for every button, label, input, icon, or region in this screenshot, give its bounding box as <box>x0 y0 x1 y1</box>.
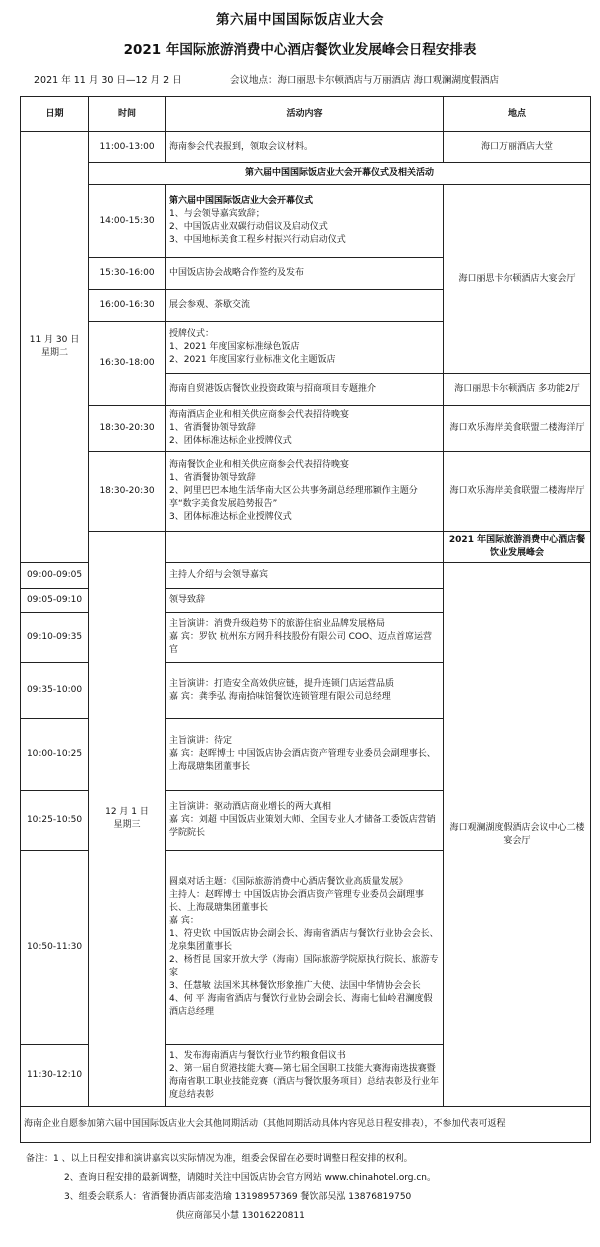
day1-section-title: 第六届中国国际饭店业大会开幕仪式及相关活动 <box>89 163 591 185</box>
note-line: 备注：1 、以上日程安排和演讲嘉宾以实际情况为准，组委会保留在必要时调整日程安排的权利。 <box>26 1154 413 1164</box>
activity-line: 嘉 宾：罗钦 杭州东方网升科技股份有限公司 COO、迈点首席运营官 <box>169 632 433 655</box>
day1-weekday: 星期二 <box>40 348 68 358</box>
activity-line: 主旨演讲：消费升级趋势下的旅游住宿业品牌发展格局 <box>169 619 386 629</box>
activity-cell: 领导致辞 <box>166 589 444 613</box>
time-cell: 15:30-16:00 <box>89 258 166 290</box>
activity-line: 1、与会领导嘉宾致辞； <box>169 209 265 219</box>
activity-line: 2、阿里巴巴本地生活华南大区公共事务副总经理邢颖作主题分享“数字美食发展趋势报告” <box>169 486 418 509</box>
activity-cell <box>166 613 444 663</box>
activity-cell <box>166 791 444 851</box>
time-cell: 11:00-13:00 <box>89 132 166 163</box>
section-row <box>21 532 591 563</box>
activity-line: 嘉 宾： <box>169 916 199 926</box>
location-cell: 海口丽思卡尔顿酒店 多功能2厅 <box>444 374 591 406</box>
activity-cell <box>166 452 444 532</box>
day2-location-cell: 海口观澜湖度假酒店会议中心二楼宴会厅 <box>444 563 591 1107</box>
note-line: 3、组委会联系人：省酒餐协酒店部麦浩瑜 13198957369 餐饮部吴泓 13876819750 <box>64 1192 412 1202</box>
event-dates: 2021 年 11 月 30 日—12 月 2 日 <box>34 75 182 86</box>
location-cell: 海口欢乐海岸美食联盟二楼海岸厅 <box>444 452 591 532</box>
activity-line: 嘉 宾：龚季弘 海南拾味馆餐饮连锁管理有限公司总经理 <box>169 691 391 702</box>
header-time: 时间 <box>89 97 166 132</box>
activity-cell <box>166 1045 444 1107</box>
footnote-cell: 海南企业自愿参加第六届中国国际饭店业大会其他同期活动（其他同期活动具体内容见总日程安排表），不参加代表可返程 <box>21 1107 591 1143</box>
table-row <box>21 132 591 163</box>
activity-line: 2、中国饭店业双碳行动倡议及启动仪式 <box>169 222 328 232</box>
day2-weekday: 星期三 <box>113 820 141 830</box>
time-cell: 16:00-16:30 <box>89 290 166 322</box>
day1-date-cell <box>21 132 89 563</box>
activity-cell <box>166 851 444 1045</box>
activity-line: 授牌仪式： <box>169 329 215 339</box>
activity-line: 1、符史钦 中国饭店协会副会长、海南省酒店与餐饮行业协会会长、龙泉集团董事长 <box>169 929 439 952</box>
activity-cell <box>166 663 444 719</box>
day2-section-title: 2021 年国际旅游消费中心酒店餐饮业发展峰会 <box>444 532 591 563</box>
table-row <box>21 452 591 532</box>
time-cell: 09:05-09:10 <box>21 589 89 613</box>
time-cell: 18:30-20:30 <box>89 452 166 532</box>
activity-line: 嘉 宾：赵晖博士 中国饭店协会酒店资产管理专业委员会副理事长、上海晟瑭集团董事长 <box>169 749 436 772</box>
activity-line: 2、团体标准达标企业授牌仪式 <box>169 436 292 446</box>
time-cell: 11:30-12:10 <box>21 1045 89 1107</box>
activity-line: 主持人：赵晖博士 中国饭店协会酒店资产管理专业委员会副理事长、上海晟瑭集团董事长 <box>169 890 424 913</box>
activity-cell <box>166 719 444 791</box>
activity-line: 2、2021 年度国家行业标准文化主题饭店 <box>169 355 336 365</box>
time-cell: 18:30-20:30 <box>89 406 166 452</box>
activity-line: 3、任慧敏 法国米其林餐饮形象推广大使、法国中华情协会会长 <box>169 981 421 991</box>
info-bar <box>20 70 590 92</box>
activity-line: 1、2021 年度国家标准绿色饭店 <box>169 342 300 352</box>
time-cell: 09:00-09:05 <box>21 563 89 589</box>
event-venue: 会议地点：海口丽思卡尔顿酒店与万丽酒店 海口观澜湖度假酒店 <box>230 75 500 86</box>
header-activity: 活动内容 <box>166 97 444 132</box>
activity-line: 2、第一届自贸港技能大赛—第七届全国职工技能大赛海南选拔赛暨海南省职工职业技能竞赛（酒店与餐饮服务项目）总结表彰及行业年度总结表彰 <box>169 1063 440 1100</box>
doc-subtitle: 2021 年国际旅游消费中心酒店餐饮业发展峰会日程安排表 <box>123 42 477 58</box>
activity-cell: 主持人介绍与会领导嘉宾 <box>166 563 444 589</box>
doc-title: 第六届中国国际饭店业大会 <box>216 12 384 28</box>
header-location: 地点 <box>444 97 591 132</box>
header-date: 日期 <box>21 97 89 132</box>
day2-date-cell <box>89 532 166 1107</box>
header-row <box>21 97 591 132</box>
note-line: 2、查询日程安排的最新调整，请随时关注中国饭店协会官方网站 www.chinahotel.org.cn。 <box>64 1173 436 1183</box>
location-cell: 海口丽思卡尔顿酒店大宴会厅 <box>444 185 591 374</box>
activity-cell <box>166 406 444 452</box>
activity-line: 主旨演讲：驱动酒店商业增长的两大真相 <box>169 802 332 812</box>
day2-date: 12 月 1 日 <box>105 807 149 817</box>
time-cell: 10:00-10:25 <box>21 719 89 791</box>
table-row <box>21 185 591 258</box>
footnote-row <box>21 1107 591 1143</box>
activity-line: 1、省酒餐协领导致辞 <box>169 473 256 483</box>
note-line: 供应商部吴小慧 13016220811 <box>176 1211 305 1221</box>
time-cell: 10:25-10:50 <box>21 791 89 851</box>
activity-line: 1、发布海南酒店与餐饮行业节约粮食倡议书 <box>169 1050 346 1061</box>
activity-cell: 中国饭店协会战略合作签约及发布 <box>166 258 444 290</box>
time-cell: 14:00-15:30 <box>89 185 166 258</box>
day1-date: 11 月 30 日 <box>29 335 80 345</box>
section-row <box>21 163 591 185</box>
table-row <box>21 406 591 452</box>
schedule-table <box>20 96 591 1143</box>
activity-line: 1、省酒餐协领导致辞 <box>169 423 256 433</box>
activity-line: 海南酒店企业和相关供应商参会代表招待晚宴 <box>169 410 350 420</box>
location-cell: 海口欢乐海岸美食联盟二楼海洋厅 <box>444 406 591 452</box>
activity-line: 2、杨哲昆 国家开放大学（海南）国际旅游学院原执行院长、旅游专家 <box>169 955 439 978</box>
activity-cell <box>166 185 444 258</box>
time-cell: 16:30-18:00 <box>89 322 166 406</box>
activity-line: 主旨演讲：待定 <box>169 736 233 746</box>
activity-line: 圆桌对话主题：《国际旅游消费中心酒店餐饮业高质量发展》 <box>169 877 408 887</box>
activity-line: 3、团体标准达标企业授牌仪式 <box>169 512 292 522</box>
activity-line: 海南餐饮企业和相关供应商参会代表招待晚宴 <box>169 460 350 470</box>
notes <box>26 1150 586 1226</box>
activity-line: 主旨演讲：打造安全高效供应链，提升连锁门店运营品质 <box>169 678 395 689</box>
activity-heading: 第六届中国国际饭店业大会开幕仪式 <box>169 196 314 206</box>
activity-line: 4、何 平 海南省酒店与餐饮行业协会副会长、海南七仙岭君澜度假酒店总经理 <box>169 994 433 1017</box>
activity-cell: 海南参会代表报到，领取会议材料。 <box>166 132 444 163</box>
activity-line: 3、中国地标美食工程乡村振兴行动启动仪式 <box>169 235 346 245</box>
location-cell: 海口万丽酒店大堂 <box>444 132 591 163</box>
time-cell: 10:50-11:30 <box>21 851 89 1045</box>
time-cell: 09:35-10:00 <box>21 663 89 719</box>
section-time-blank <box>166 532 444 563</box>
activity-line: 嘉 宾：刘超 中国饭店业策划大师、全国专业人才储备工委饭店营销学院院长 <box>169 815 436 838</box>
activity-cell <box>166 322 444 374</box>
time-cell: 09:10-09:35 <box>21 613 89 663</box>
activity-cell: 海南自贸港饭店餐饮业投资政策与招商项目专题推介 <box>166 374 444 406</box>
activity-cell: 展会参观、茶歇交流 <box>166 290 444 322</box>
